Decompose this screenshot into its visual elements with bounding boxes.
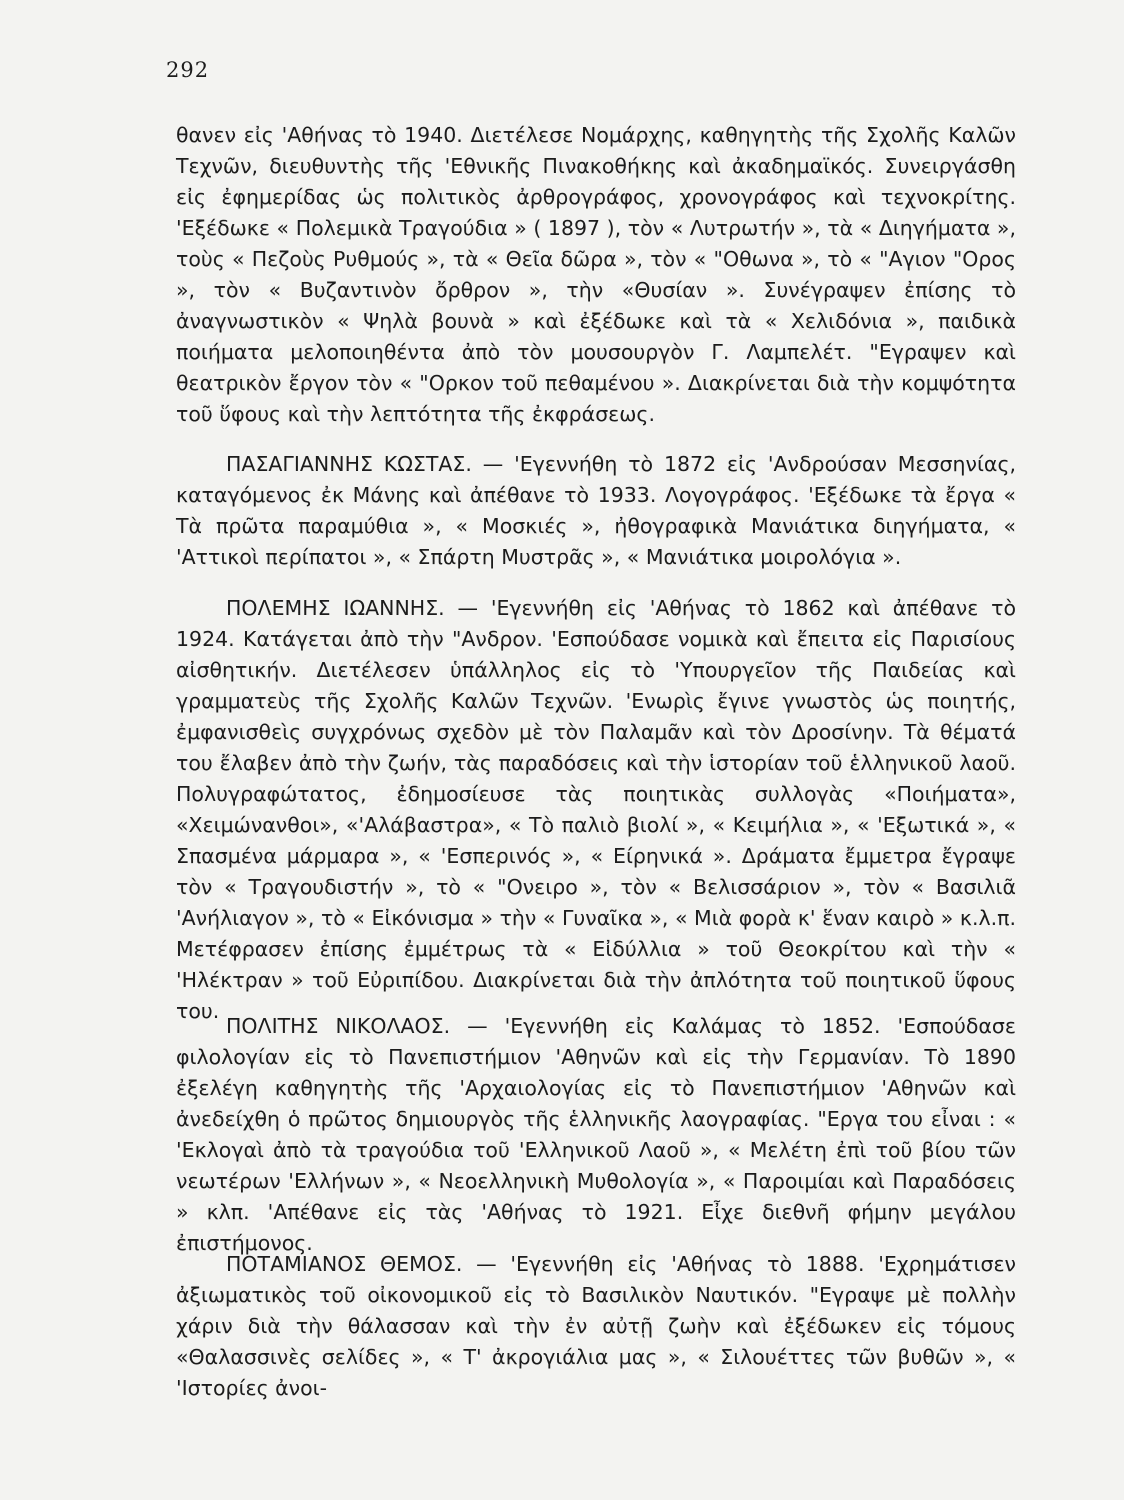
page-number: 292: [166, 58, 210, 82]
entry-text: ΠΟΛΕΜΗΣ ΙΩΑΝΝΗΣ. — 'Εγεννήθη εἰς 'Αθήνας τὸ 1862 καὶ ἀπέθανε τὸ 1924. Κατάγεται ἀπὸ τὴν "Ανδρον. 'Εσπούδασε νομικὰ καὶ ἔπειτα εἰς Παρισίους αἰσθητικήν. Διετέλεσεν ὑπάλληλος εἰς τὸ 'Υπουργεῖον τῆς Παιδείας καὶ γραμματεὺς τῆς Σχολῆς Καλῶν Τεχνῶν. 'Ενωρὶς ἔγινε γνωστὸς ὡς ποιητής, ἐμφανισθεὶς συγχρόνως σχεδὸν μὲ τὸν Παλαμᾶν καὶ τὸν Δροσίνην. Τὰ θέματά του ἔλαβεν ἀπὸ τὴν ζωήν, τὰς παραδόσεις καὶ τὴν ἱστορίαν τοῦ ἑλληνικοῦ λαοῦ. Πολυγραφώτατος, ἐδημοσίευσε τὰς ποιητικὰς συλλογὰς «Ποιήματα», «Χειμώνανθοι», «'Αλάβαστρα», « Τὸ παλιὸ βιολί », « Κειμήλια », « 'Εξωτικά », « Σπασμένα μάρμαρα », « 'Εσπερινός », « Είρηνικά ». Δράματα ἔμμετρα ἔγραψε τὸν « Τραγουδιστήν », τὸ « "Ονειρο », τὸν « Βελισσάριον », τὸν « Βασιλιᾶ 'Ανήλιαγον », τὸ « Εἰκόνισμα » τὴν « Γυναῖκα », « Μιὰ φορὰ κ' ἕναν καιρὸ » κ.λ.π. Μετέφρασεν ἐπίσης ἐμμέτρως τὰ « Εἰδύλλια » τοῦ Θεοκρίτου καὶ τὴν « 'Ηλέκτραν » τοῦ Εὐριπίδου. Διακρίνεται διὰ τὴν ἀπλότητα τοῦ ποιητικοῦ ὕφους του.: [176, 596, 1016, 1023]
paragraph-text: θανεν εἰς 'Αθήνας τὸ 1940. Διετέλεσε Νομάρχης, καθηγητὴς τῆς Σχολῆς Καλῶν Τεχνῶν, διευθυντὴς τῆς 'Εθνικῆς Πινακοθήκης καὶ ἀκαδημαϊκός. Συνειργάσθη εἰς ἐφημερίδας ὡς πολιτικὸς ἀρθρογράφος, χρονογράφος καὶ τεχνοκρίτης. 'Εξέδωκε « Πολεμικὰ Τραγούδια » ( 1897 ), τὸν « Λυτρωτήν », τὰ « Διηγήματα », τοὺς « Πεζοὺς Ρυθμούς », τὰ « Θεῖα δῶρα », τὸν « "Οθωνα », τὸ « "Αγιον "Ορος », τὸν « Βυζαντινὸν ὄρθρον », τὴν «Θυσίαν ». Συνέγραψεν ἐπίσης τὸ ἀναγνωστικὸν « Ψηλὰ βουνὰ » καὶ ἐξέδωκε καὶ τὰ « Χελιδόνια », παιδικὰ ποιήματα μελοποιηθέντα ἀπὸ τὸν μουσουργὸν Γ. Λαμπελέτ. "Εγραψεν καὶ θεατρικὸν ἔργον τὸν « "Ορκον τοῦ πεθαμένου ». Διακρίνεται διὰ τὴν κομψότητα τοῦ ὕφους καὶ τὴν λεπτότητα τῆς ἐκφράσεως.: [176, 123, 1016, 426]
entry-text: ΠΑΣΑΓΙΑΝΝΗΣ ΚΩΣΤΑΣ. — 'Εγεννήθη τὸ 1872 εἰς 'Ανδρούσαν Μεσσηνίας, καταγόμενος ἐκ Μάνης καὶ ἀπέθανε τὸ 1933. Λογογράφος. 'Εξέδωκε τὰ ἔργα « Τὰ πρῶτα παραμύθια », « Μοσκιές », ἠθογραφικὰ Μανιάτικα διηγήματα, « 'Αττικοὶ περίπατοι », « Σπάρτη Μυστρᾶς », « Μανιάτικα μοιρολόγια ».: [176, 452, 1016, 569]
entry-text: ΠΟΤΑΜΙΑΝΟΣ ΘΕΜΟΣ. — 'Εγεννήθη εἰς 'Αθήνας τὸ 1888. 'Εχρημάτισεν ἀξιωματικὸς τοῦ οἰκονομικοῦ εἰς τὸ Βασιλικὸν Ναυτικόν. "Εγραψε μὲ πολλὴν χάριν διὰ τὴν θάλασσαν καὶ τὴν ἐν αὐτῇ ζωὴν καὶ ἐξέδωκεν εἰς τόμους «Θαλασσινὲς σελίδες », « Τ' ἀκρογιάλια μας », « Σιλουέττες τῶν βυθῶν », « 'Ιστορίες ἀνοι-: [176, 1252, 1016, 1400]
entry-polemis: [176, 593, 1016, 1027]
continuation-paragraph: [176, 120, 1016, 430]
entry-politis: [176, 1011, 1016, 1259]
entry-pasagiannis: [176, 449, 1016, 573]
entry-potamianos: [176, 1249, 1016, 1404]
entry-text: ΠΟΛΙΤΗΣ ΝΙΚΟΛΑΟΣ. — 'Εγεννήθη εἰς Καλάμας τὸ 1852. 'Εσπούδασε φιλολογίαν εἰς τὸ Πανεπιστήμιον 'Αθηνῶν καὶ εἰς τὴν Γερμανίαν. Τὸ 1890 ἐξελέγη καθηγητὴς τῆς 'Αρχαιολογίας εἰς τὸ Πανεπιστήμιον 'Αθηνῶν καὶ ἀνεδείχθη ὁ πρῶτος δημιουργὸς τῆς ἑλληνικῆς λαογραφίας. "Εργα του εἶναι : « 'Εκλογαὶ ἀπὸ τὰ τραγούδια τοῦ 'Ελληνικοῦ Λαοῦ », « Μελέτη ἐπὶ τοῦ βίου τῶν νεωτέρων 'Ελλήνων », « Νεοελληνικὴ Μυθολογία », « Παροιμίαι καὶ Παραδόσεις » κλπ. 'Απέθανε εἰς τὰς 'Αθήνας τὸ 1921. Εἶχε διεθνῆ φήμην μεγάλου ἐπιστήμονος.: [176, 1014, 1016, 1255]
